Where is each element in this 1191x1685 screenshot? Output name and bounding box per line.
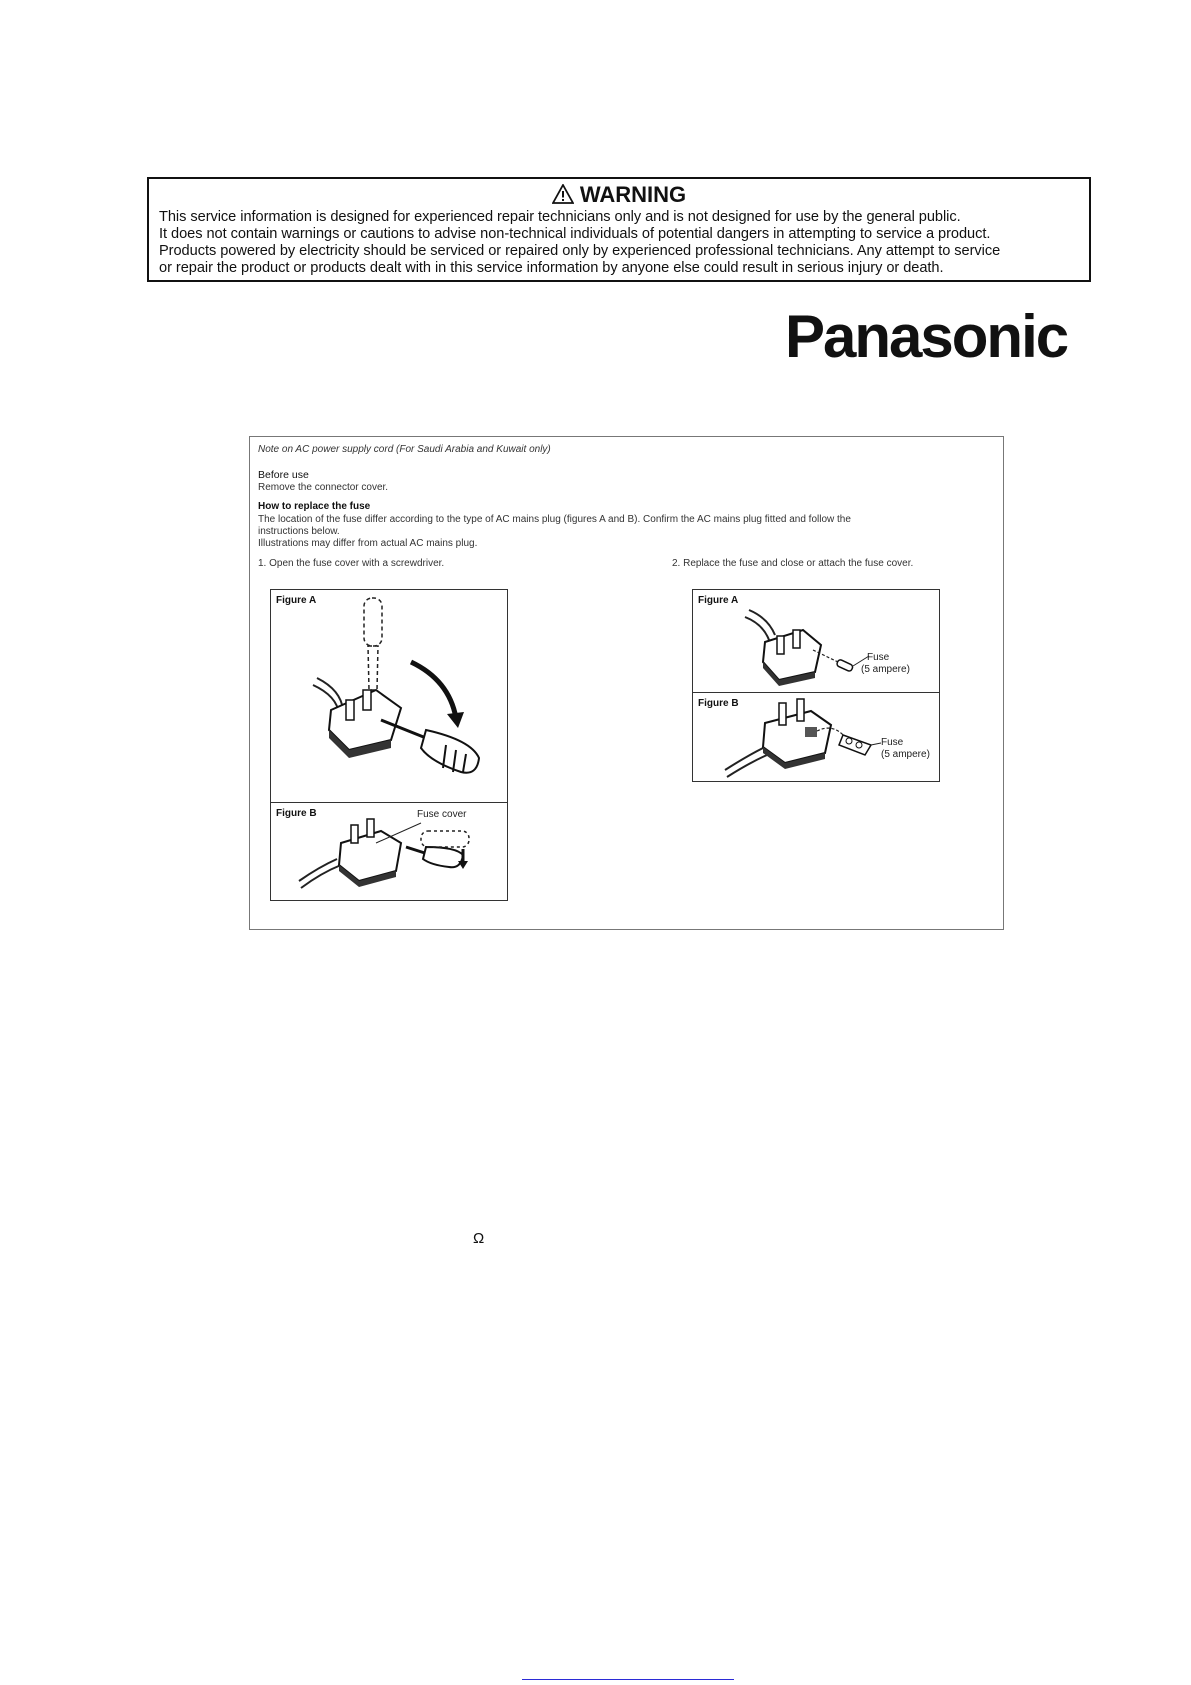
left-figure-b <box>270 802 508 901</box>
replace-text-2: instructions below. <box>258 526 340 537</box>
warning-title <box>149 182 1089 208</box>
plug-fuse-b-illustration <box>693 693 939 781</box>
warning-triangle-icon <box>552 184 574 204</box>
warning-title-text: WARNING <box>579 182 687 207</box>
replace-heading: How to replace the fuse <box>258 501 371 512</box>
right-figure-a-label: Figure A <box>698 595 739 606</box>
warning-line-3: Products powered by electricity should be serviced or repaired only by experienced professional technicians. Any attempt to service <box>159 243 1001 259</box>
warning-line-2: It does not contain warnings or cautions to advise non-technical individuals of potential dangers in attempting to service a product. <box>159 226 991 242</box>
warning-box <box>147 177 1091 282</box>
plug-fuse-cover-illustration <box>271 803 507 900</box>
footer-link-underline <box>522 1679 734 1680</box>
left-figure-a <box>270 589 508 803</box>
warning-line-4: or repair the product or products dealt with in this service information by anyone else could result in serious injury or death. <box>159 260 944 276</box>
left-figure-b-label: Figure B <box>276 808 317 819</box>
right-figure-a <box>692 589 940 693</box>
replace-text-1: The location of the fuse differ according to the type of AC mains plug (figures A and B). Confirm the AC mains plug fitted and follow the <box>258 514 851 525</box>
brand-logo: Panasonic <box>785 303 1068 370</box>
step-2: 2. Replace the fuse and close or attach the fuse cover. <box>672 558 914 569</box>
replace-text-3: Illustrations may differ from actual AC mains plug. <box>258 538 478 549</box>
step-1: 1. Open the fuse cover with a screwdriver. <box>258 558 445 569</box>
stray-omega-symbol: Ω <box>473 1230 485 1247</box>
fuse-b-label: Fuse <box>881 737 904 748</box>
fuse-a-label: Fuse <box>867 652 890 663</box>
right-figure-b <box>692 692 940 782</box>
right-figure-b-label: Figure B <box>698 698 739 709</box>
before-use-text: Remove the connector cover. <box>258 482 389 493</box>
plug-fuse-a-illustration <box>693 590 939 692</box>
warning-line-1: This service information is designed for experienced repair technicians only and is not designed for use by the general public. <box>159 209 961 225</box>
fuse-b-rating: (5 ampere) <box>881 749 930 760</box>
note-title: Note on AC power supply cord (For Saudi Arabia and Kuwait only) <box>258 444 551 455</box>
fuse-cover-label: Fuse cover <box>417 809 467 820</box>
left-figure-a-label: Figure A <box>276 595 317 606</box>
plug-screwdriver-illustration <box>271 590 507 802</box>
note-box <box>249 436 1004 930</box>
before-use-heading: Before use <box>258 469 309 481</box>
fuse-a-rating: (5 ampere) <box>861 664 910 675</box>
